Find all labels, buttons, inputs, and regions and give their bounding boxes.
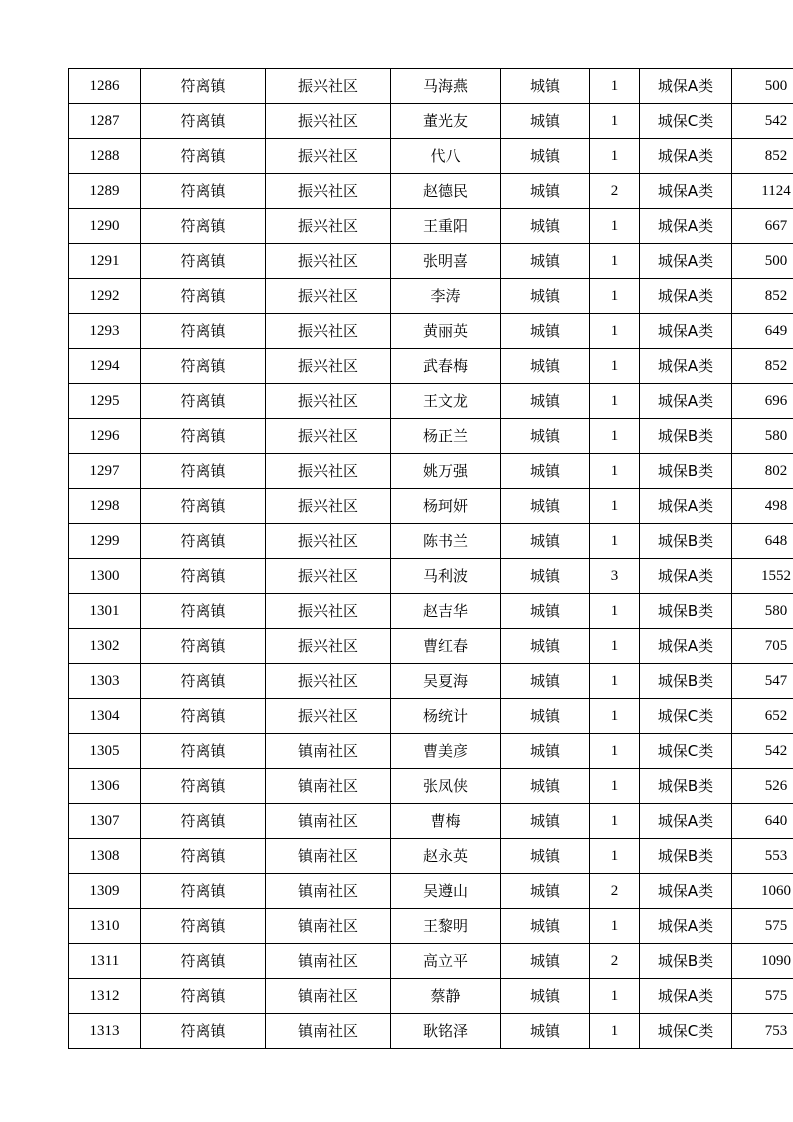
cell-name: 高立平 bbox=[391, 944, 501, 979]
cell-name: 马海燕 bbox=[391, 69, 501, 104]
table-row bbox=[69, 454, 793, 489]
cell-name: 蔡静 bbox=[391, 979, 501, 1014]
table-row bbox=[69, 349, 793, 384]
cell-name: 李涛 bbox=[391, 279, 501, 314]
cell-category: 城保B类 bbox=[640, 944, 732, 979]
cell-type: 城镇 bbox=[501, 1014, 590, 1049]
cell-people: 1 bbox=[590, 734, 640, 769]
cell-type: 城镇 bbox=[501, 104, 590, 139]
table-row bbox=[69, 314, 793, 349]
table-row bbox=[69, 174, 793, 209]
cell-amount: 1552 bbox=[732, 559, 793, 594]
cell-category: 城保A类 bbox=[640, 489, 732, 524]
table-row bbox=[69, 769, 793, 804]
cell-category: 城保A类 bbox=[640, 559, 732, 594]
cell-community: 振兴社区 bbox=[266, 104, 391, 139]
cell-name: 陈书兰 bbox=[391, 524, 501, 559]
cell-seq: 1297 bbox=[69, 454, 141, 489]
cell-category: 城保A类 bbox=[640, 279, 732, 314]
cell-people: 1 bbox=[590, 349, 640, 384]
cell-community: 镇南社区 bbox=[266, 804, 391, 839]
cell-seq: 1311 bbox=[69, 944, 141, 979]
cell-category: 城保A类 bbox=[640, 174, 732, 209]
cell-community: 振兴社区 bbox=[266, 454, 391, 489]
cell-type: 城镇 bbox=[501, 139, 590, 174]
table-body bbox=[69, 69, 793, 1049]
cell-town: 符离镇 bbox=[141, 839, 266, 874]
cell-seq: 1308 bbox=[69, 839, 141, 874]
table-row bbox=[69, 734, 793, 769]
cell-people: 1 bbox=[590, 664, 640, 699]
cell-type: 城镇 bbox=[501, 979, 590, 1014]
cell-town: 符离镇 bbox=[141, 559, 266, 594]
cell-amount: 542 bbox=[732, 104, 793, 139]
cell-amount: 802 bbox=[732, 454, 793, 489]
cell-category: 城保A类 bbox=[640, 384, 732, 419]
cell-town: 符离镇 bbox=[141, 314, 266, 349]
cell-amount: 575 bbox=[732, 909, 793, 944]
cell-category: 城保C类 bbox=[640, 734, 732, 769]
cell-community: 镇南社区 bbox=[266, 874, 391, 909]
cell-seq: 1288 bbox=[69, 139, 141, 174]
cell-town: 符离镇 bbox=[141, 139, 266, 174]
cell-people: 1 bbox=[590, 69, 640, 104]
cell-type: 城镇 bbox=[501, 664, 590, 699]
cell-community: 镇南社区 bbox=[266, 839, 391, 874]
cell-seq: 1306 bbox=[69, 769, 141, 804]
cell-people: 1 bbox=[590, 979, 640, 1014]
cell-amount: 547 bbox=[732, 664, 793, 699]
cell-seq: 1300 bbox=[69, 559, 141, 594]
cell-amount: 652 bbox=[732, 699, 793, 734]
cell-people: 1 bbox=[590, 1014, 640, 1049]
cell-category: 城保B类 bbox=[640, 454, 732, 489]
table-row bbox=[69, 944, 793, 979]
cell-type: 城镇 bbox=[501, 454, 590, 489]
cell-people: 2 bbox=[590, 174, 640, 209]
cell-community: 振兴社区 bbox=[266, 419, 391, 454]
cell-seq: 1286 bbox=[69, 69, 141, 104]
cell-amount: 852 bbox=[732, 139, 793, 174]
cell-amount: 580 bbox=[732, 594, 793, 629]
cell-town: 符离镇 bbox=[141, 104, 266, 139]
cell-type: 城镇 bbox=[501, 419, 590, 454]
cell-name: 姚万强 bbox=[391, 454, 501, 489]
cell-town: 符离镇 bbox=[141, 174, 266, 209]
cell-community: 镇南社区 bbox=[266, 909, 391, 944]
cell-town: 符离镇 bbox=[141, 664, 266, 699]
cell-people: 1 bbox=[590, 104, 640, 139]
cell-town: 符离镇 bbox=[141, 909, 266, 944]
cell-name: 王重阳 bbox=[391, 209, 501, 244]
cell-name: 武春梅 bbox=[391, 349, 501, 384]
cell-type: 城镇 bbox=[501, 769, 590, 804]
cell-town: 符离镇 bbox=[141, 629, 266, 664]
cell-seq: 1301 bbox=[69, 594, 141, 629]
table-row bbox=[69, 279, 793, 314]
cell-community: 镇南社区 bbox=[266, 734, 391, 769]
table-row bbox=[69, 804, 793, 839]
cell-type: 城镇 bbox=[501, 384, 590, 419]
cell-amount: 1060 bbox=[732, 874, 793, 909]
cell-people: 1 bbox=[590, 244, 640, 279]
cell-amount: 648 bbox=[732, 524, 793, 559]
cell-amount: 667 bbox=[732, 209, 793, 244]
cell-community: 振兴社区 bbox=[266, 629, 391, 664]
cell-amount: 1124 bbox=[732, 174, 793, 209]
cell-amount: 649 bbox=[732, 314, 793, 349]
cell-category: 城保A类 bbox=[640, 979, 732, 1014]
cell-seq: 1307 bbox=[69, 804, 141, 839]
cell-amount: 852 bbox=[732, 349, 793, 384]
table-row bbox=[69, 874, 793, 909]
cell-type: 城镇 bbox=[501, 69, 590, 104]
cell-community: 振兴社区 bbox=[266, 279, 391, 314]
cell-town: 符离镇 bbox=[141, 594, 266, 629]
cell-community: 振兴社区 bbox=[266, 174, 391, 209]
cell-community: 振兴社区 bbox=[266, 384, 391, 419]
cell-people: 1 bbox=[590, 454, 640, 489]
cell-category: 城保B类 bbox=[640, 664, 732, 699]
cell-people: 1 bbox=[590, 769, 640, 804]
cell-category: 城保B类 bbox=[640, 839, 732, 874]
table-row bbox=[69, 209, 793, 244]
table-row bbox=[69, 524, 793, 559]
cell-people: 1 bbox=[590, 594, 640, 629]
cell-amount: 542 bbox=[732, 734, 793, 769]
cell-amount: 498 bbox=[732, 489, 793, 524]
cell-town: 符离镇 bbox=[141, 874, 266, 909]
cell-community: 镇南社区 bbox=[266, 1014, 391, 1049]
cell-people: 1 bbox=[590, 419, 640, 454]
subsidy-table bbox=[68, 68, 793, 1049]
cell-people: 1 bbox=[590, 139, 640, 174]
cell-community: 振兴社区 bbox=[266, 524, 391, 559]
cell-seq: 1291 bbox=[69, 244, 141, 279]
cell-town: 符离镇 bbox=[141, 769, 266, 804]
cell-category: 城保A类 bbox=[640, 804, 732, 839]
cell-seq: 1294 bbox=[69, 349, 141, 384]
cell-people: 1 bbox=[590, 839, 640, 874]
cell-category: 城保A类 bbox=[640, 314, 732, 349]
cell-seq: 1298 bbox=[69, 489, 141, 524]
cell-name: 赵吉华 bbox=[391, 594, 501, 629]
cell-people: 1 bbox=[590, 524, 640, 559]
cell-type: 城镇 bbox=[501, 314, 590, 349]
cell-type: 城镇 bbox=[501, 209, 590, 244]
cell-name: 代八 bbox=[391, 139, 501, 174]
cell-name: 黄丽英 bbox=[391, 314, 501, 349]
cell-community: 振兴社区 bbox=[266, 664, 391, 699]
cell-community: 振兴社区 bbox=[266, 209, 391, 244]
cell-name: 曹红春 bbox=[391, 629, 501, 664]
table-row bbox=[69, 1014, 793, 1049]
cell-type: 城镇 bbox=[501, 559, 590, 594]
cell-type: 城镇 bbox=[501, 244, 590, 279]
cell-community: 镇南社区 bbox=[266, 944, 391, 979]
cell-name: 曹梅 bbox=[391, 804, 501, 839]
cell-name: 杨珂妍 bbox=[391, 489, 501, 524]
cell-community: 镇南社区 bbox=[266, 769, 391, 804]
table-row bbox=[69, 979, 793, 1014]
cell-seq: 1295 bbox=[69, 384, 141, 419]
cell-town: 符离镇 bbox=[141, 349, 266, 384]
cell-category: 城保A类 bbox=[640, 874, 732, 909]
cell-category: 城保A类 bbox=[640, 139, 732, 174]
cell-town: 符离镇 bbox=[141, 699, 266, 734]
cell-people: 1 bbox=[590, 209, 640, 244]
cell-community: 镇南社区 bbox=[266, 979, 391, 1014]
cell-type: 城镇 bbox=[501, 804, 590, 839]
cell-people: 1 bbox=[590, 909, 640, 944]
cell-people: 3 bbox=[590, 559, 640, 594]
cell-amount: 580 bbox=[732, 419, 793, 454]
cell-people: 2 bbox=[590, 874, 640, 909]
cell-community: 振兴社区 bbox=[266, 314, 391, 349]
cell-seq: 1290 bbox=[69, 209, 141, 244]
cell-community: 振兴社区 bbox=[266, 69, 391, 104]
cell-people: 1 bbox=[590, 804, 640, 839]
table-row bbox=[69, 244, 793, 279]
cell-people: 1 bbox=[590, 384, 640, 419]
cell-amount: 1090 bbox=[732, 944, 793, 979]
cell-town: 符离镇 bbox=[141, 524, 266, 559]
cell-amount: 852 bbox=[732, 279, 793, 314]
cell-town: 符离镇 bbox=[141, 209, 266, 244]
cell-type: 城镇 bbox=[501, 594, 590, 629]
cell-amount: 526 bbox=[732, 769, 793, 804]
cell-name: 马利波 bbox=[391, 559, 501, 594]
cell-type: 城镇 bbox=[501, 629, 590, 664]
cell-amount: 500 bbox=[732, 244, 793, 279]
table-row bbox=[69, 664, 793, 699]
cell-type: 城镇 bbox=[501, 909, 590, 944]
cell-town: 符离镇 bbox=[141, 1014, 266, 1049]
cell-amount: 575 bbox=[732, 979, 793, 1014]
cell-seq: 1304 bbox=[69, 699, 141, 734]
cell-amount: 500 bbox=[732, 69, 793, 104]
table-row bbox=[69, 104, 793, 139]
cell-town: 符离镇 bbox=[141, 279, 266, 314]
cell-town: 符离镇 bbox=[141, 489, 266, 524]
cell-name: 吴遵山 bbox=[391, 874, 501, 909]
cell-community: 振兴社区 bbox=[266, 349, 391, 384]
cell-category: 城保A类 bbox=[640, 69, 732, 104]
cell-community: 振兴社区 bbox=[266, 244, 391, 279]
cell-community: 振兴社区 bbox=[266, 559, 391, 594]
cell-type: 城镇 bbox=[501, 874, 590, 909]
cell-seq: 1310 bbox=[69, 909, 141, 944]
table-row bbox=[69, 489, 793, 524]
cell-town: 符离镇 bbox=[141, 804, 266, 839]
table-row bbox=[69, 419, 793, 454]
cell-name: 曹美彦 bbox=[391, 734, 501, 769]
cell-people: 1 bbox=[590, 629, 640, 664]
cell-type: 城镇 bbox=[501, 524, 590, 559]
cell-name: 杨正兰 bbox=[391, 419, 501, 454]
cell-category: 城保A类 bbox=[640, 629, 732, 664]
cell-amount: 553 bbox=[732, 839, 793, 874]
cell-seq: 1303 bbox=[69, 664, 141, 699]
cell-town: 符离镇 bbox=[141, 69, 266, 104]
cell-amount: 705 bbox=[732, 629, 793, 664]
cell-amount: 753 bbox=[732, 1014, 793, 1049]
table-row bbox=[69, 629, 793, 664]
cell-category: 城保A类 bbox=[640, 349, 732, 384]
cell-category: 城保B类 bbox=[640, 524, 732, 559]
cell-category: 城保A类 bbox=[640, 209, 732, 244]
cell-type: 城镇 bbox=[501, 279, 590, 314]
cell-type: 城镇 bbox=[501, 489, 590, 524]
cell-name: 张明喜 bbox=[391, 244, 501, 279]
cell-type: 城镇 bbox=[501, 734, 590, 769]
cell-category: 城保C类 bbox=[640, 104, 732, 139]
cell-town: 符离镇 bbox=[141, 944, 266, 979]
cell-seq: 1312 bbox=[69, 979, 141, 1014]
cell-seq: 1309 bbox=[69, 874, 141, 909]
table-row bbox=[69, 69, 793, 104]
table-row bbox=[69, 384, 793, 419]
cell-town: 符离镇 bbox=[141, 244, 266, 279]
cell-name: 张凤侠 bbox=[391, 769, 501, 804]
cell-amount: 640 bbox=[732, 804, 793, 839]
cell-town: 符离镇 bbox=[141, 979, 266, 1014]
cell-town: 符离镇 bbox=[141, 454, 266, 489]
cell-name: 赵德民 bbox=[391, 174, 501, 209]
cell-category: 城保B类 bbox=[640, 594, 732, 629]
cell-seq: 1289 bbox=[69, 174, 141, 209]
cell-name: 吴夏海 bbox=[391, 664, 501, 699]
cell-amount: 696 bbox=[732, 384, 793, 419]
cell-type: 城镇 bbox=[501, 174, 590, 209]
table-row bbox=[69, 699, 793, 734]
cell-category: 城保C类 bbox=[640, 699, 732, 734]
cell-seq: 1293 bbox=[69, 314, 141, 349]
table-row bbox=[69, 139, 793, 174]
cell-town: 符离镇 bbox=[141, 419, 266, 454]
cell-people: 1 bbox=[590, 489, 640, 524]
cell-people: 2 bbox=[590, 944, 640, 979]
cell-seq: 1302 bbox=[69, 629, 141, 664]
cell-seq: 1296 bbox=[69, 419, 141, 454]
cell-category: 城保A类 bbox=[640, 244, 732, 279]
cell-type: 城镇 bbox=[501, 349, 590, 384]
cell-category: 城保B类 bbox=[640, 769, 732, 804]
cell-seq: 1287 bbox=[69, 104, 141, 139]
cell-type: 城镇 bbox=[501, 699, 590, 734]
cell-people: 1 bbox=[590, 314, 640, 349]
cell-town: 符离镇 bbox=[141, 734, 266, 769]
table-row bbox=[69, 909, 793, 944]
cell-name: 杨统计 bbox=[391, 699, 501, 734]
cell-category: 城保C类 bbox=[640, 1014, 732, 1049]
cell-type: 城镇 bbox=[501, 944, 590, 979]
cell-people: 1 bbox=[590, 699, 640, 734]
cell-seq: 1313 bbox=[69, 1014, 141, 1049]
cell-name: 王文龙 bbox=[391, 384, 501, 419]
cell-seq: 1299 bbox=[69, 524, 141, 559]
cell-name: 王黎明 bbox=[391, 909, 501, 944]
cell-category: 城保A类 bbox=[640, 909, 732, 944]
cell-community: 振兴社区 bbox=[266, 594, 391, 629]
table-row bbox=[69, 559, 793, 594]
cell-name: 赵永英 bbox=[391, 839, 501, 874]
table-row bbox=[69, 594, 793, 629]
cell-town: 符离镇 bbox=[141, 384, 266, 419]
cell-community: 振兴社区 bbox=[266, 489, 391, 524]
cell-seq: 1292 bbox=[69, 279, 141, 314]
cell-name: 董光友 bbox=[391, 104, 501, 139]
cell-name: 耿铭泽 bbox=[391, 1014, 501, 1049]
cell-community: 振兴社区 bbox=[266, 139, 391, 174]
cell-community: 振兴社区 bbox=[266, 699, 391, 734]
cell-type: 城镇 bbox=[501, 839, 590, 874]
cell-people: 1 bbox=[590, 279, 640, 314]
table-row bbox=[69, 839, 793, 874]
cell-seq: 1305 bbox=[69, 734, 141, 769]
cell-category: 城保B类 bbox=[640, 419, 732, 454]
